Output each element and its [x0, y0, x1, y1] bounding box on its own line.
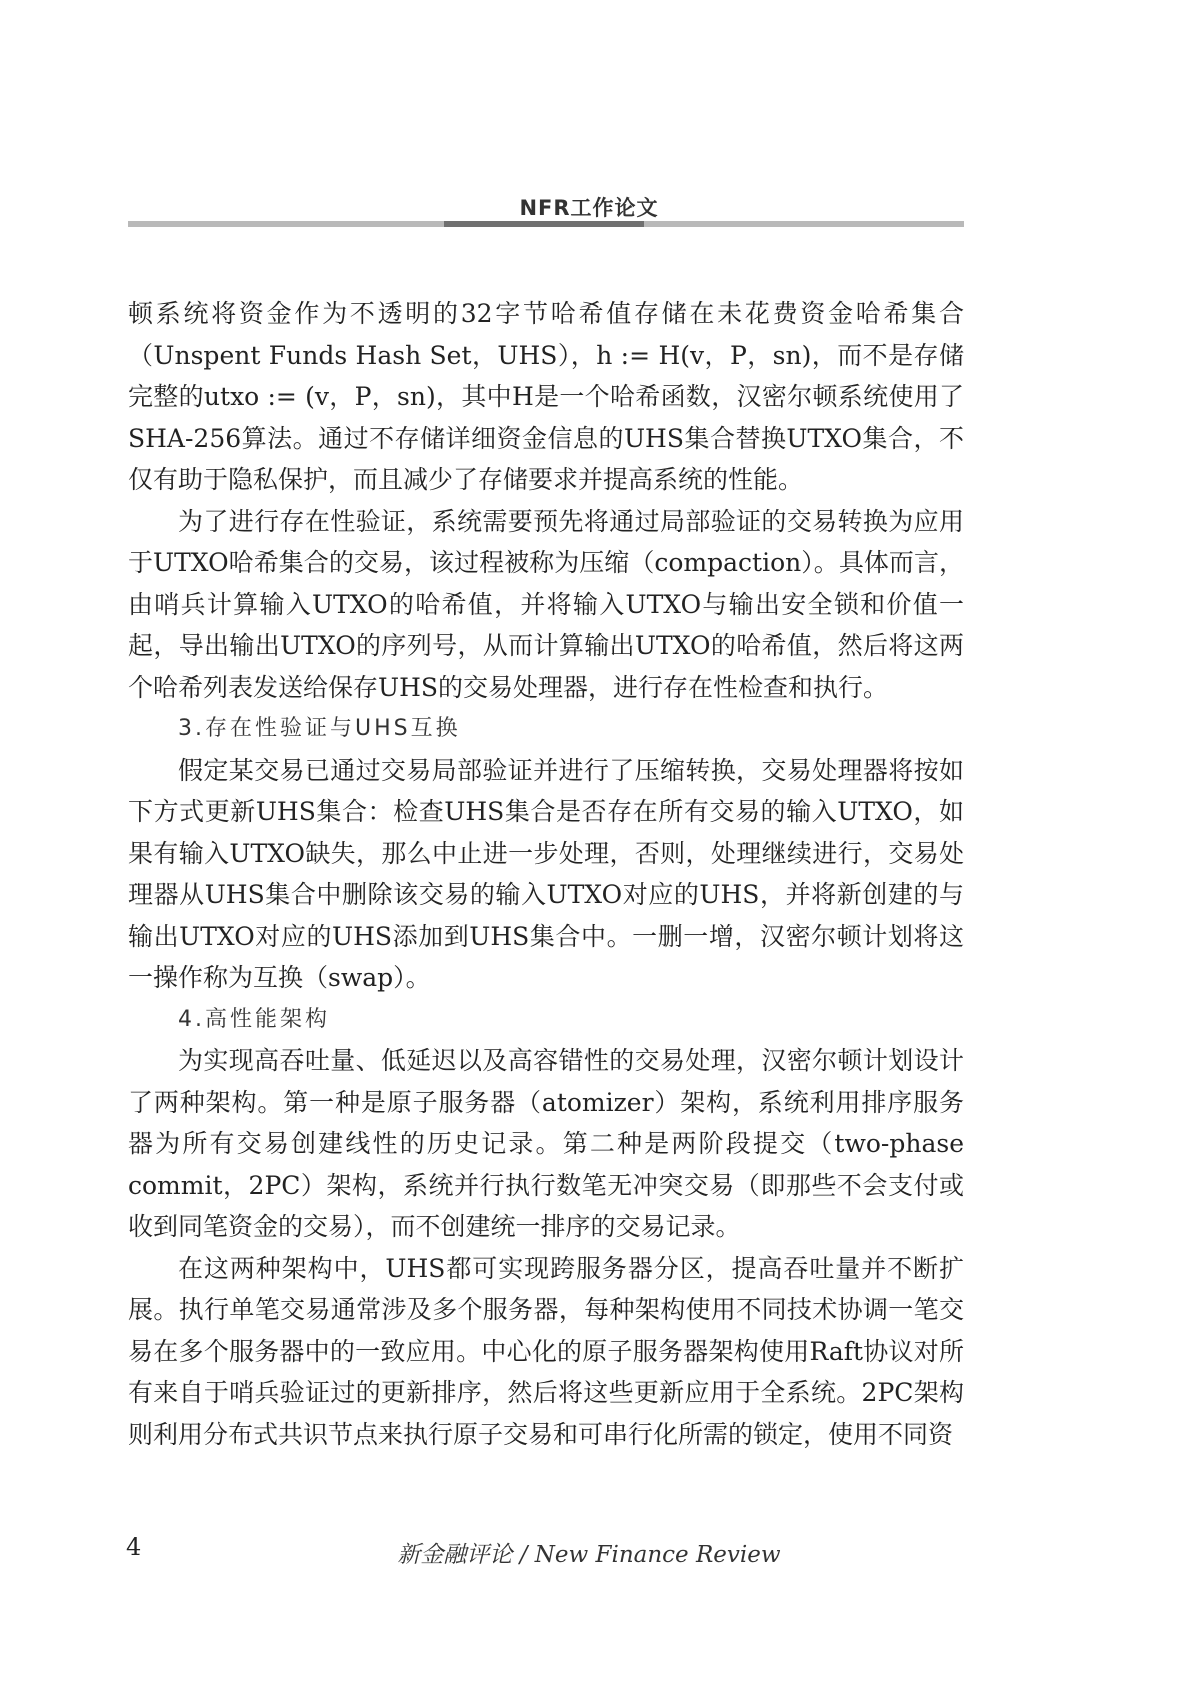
- paragraph-partition: 在这两种架构中，UHS都可实现跨服务器分区，提高吞吐量并不断扩展。执行单笔交易通常涉及多个服务器，每种架构使用不同技术协调一笔交易在多个服务器中的一致应用。中心化的原子服务器架构使用Raft协议对所有来自于哨兵验证过的更新排序，然后将这些更新应用于全系统。2PC架构则利用分布式共识节点来执行原子交易和可串行化所需的锁定，使用不同资: [128, 1253, 964, 1449]
- paragraph-architecture: 为实现高吞吐量、低延迟以及高容错性的交易处理，汉密尔顿计划设计了两种架构。第一种是原子服务器（atomizer）架构，系统利用排序服务器为所有交易创建线性的历史记录。第二种是两阶段提交（two-phase commit，2PC）架构，系统并行执行数笔无冲突交易（即那些不会支付或收到同笔资金的交易），而不创建统一排序的交易记录。: [128, 1046, 964, 1241]
- paragraph-compaction: 为了进行存在性验证，系统需要预先将通过局部验证的交易转换为应用于UTXO哈希集合的交易，该过程被称为压缩（compaction）。具体而言，由哨兵计算输入UTXO的哈希值，并将输入UTXO与输出安全锁和价值一起，导出输出UTXO的序列号，从而计算输出UTXO的哈希值，然后将这两个哈希列表发送给保存UHS的交易处理器，进行存在性检查和执行。: [128, 506, 964, 702]
- footer-journal-title: 新金融评论 / New Finance Review: [397, 1542, 781, 1568]
- page-number: 4: [126, 1533, 142, 1561]
- running-header-title: NFR工作论文: [519, 196, 659, 220]
- paragraph-swap: 假定某交易已通过交易局部验证并进行了压缩转换，交易处理器将按如下方式更新UHS集合：检查UHS集合是否存在所有交易的输入UTXO，如果有输入UTXO缺失，那么中止进一步处理，否则，处理继续进行，交易处理器从UHS集合中删除该交易的输入UTXO对应的UHS，并将新创建的与输出UTXO对应的UHS添加到UHS集合中。一删一增，汉密尔顿计划将这一操作称为互换（swap）。: [128, 755, 964, 992]
- header-rule-accent: [444, 221, 644, 227]
- subheading-swap: 3.存在性验证与UHS互换: [178, 716, 461, 741]
- subheading-architecture: 4.高性能架构: [178, 1006, 330, 1032]
- body-text: [128, 293, 964, 1455]
- paragraph-continuation: 顿系统将资金作为不透明的32字节哈希值存储在未花费资金哈希集合（Unspent Funds Hash Set，UHS），h := H(v，P，sn)，而不是存储完整的utxo := (v，P，sn)，其中H是一个哈希函数，汉密尔顿系统使用了SHA-256算法。通过不存储详细资金信息的UHS集合替换UTXO集合，不仅有助于隐私保护，而且减少了存储要求并提高系统的性能。: [128, 299, 964, 494]
